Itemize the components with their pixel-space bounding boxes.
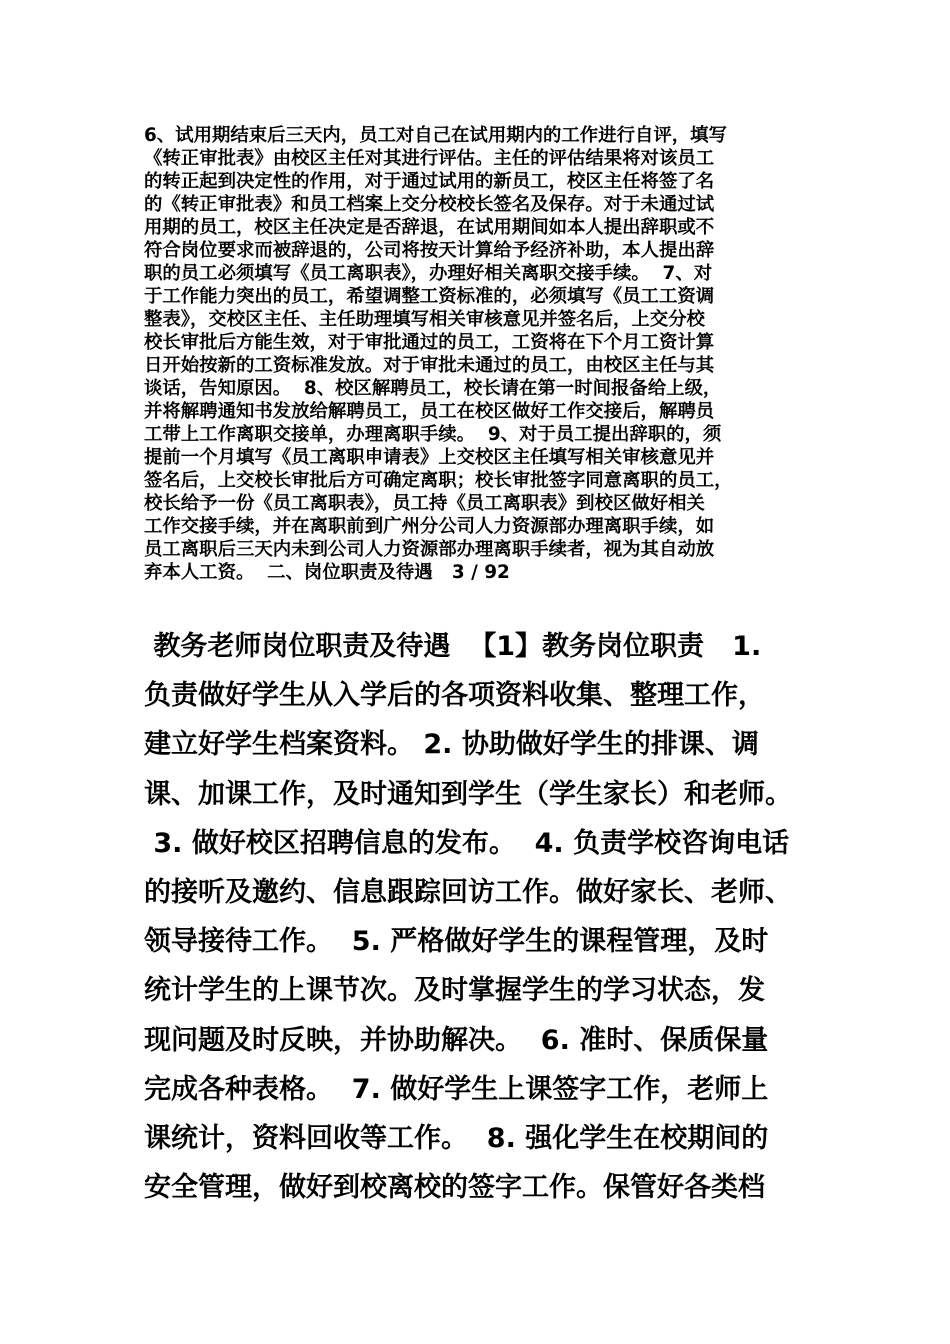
text-line: 教务老师岗位职责及待遇 【1】教务岗位职责 1. <box>144 631 762 662</box>
text-line: 现问题及时反映，并协助解决。 6. 准时、保质保量 <box>144 1024 769 1056</box>
text-line: 日开始按新的工资标准发放。对于审批未通过的员工，由校区主任与其 <box>144 355 715 376</box>
text-line: 整表》，交校区主任、主任助理填写相关审核意见并签名后，上交分校 <box>144 309 705 330</box>
text-line: 于工作能力突出的员工，希望调整工资标准的，必须填写《员工工资调 <box>144 286 715 307</box>
text-line: 安全管理，做好到校离校的签字工作。保管好各类档 <box>144 1172 765 1204</box>
text-line: 校长审批后方能生效，对于审批通过的员工，工资将在下个月工资计算 <box>144 332 715 353</box>
text-line: 《转正审批表》由校区主任对其进行评估。主任的评估结果将对该员工 <box>144 148 715 169</box>
text-line: 完成各种表格。 7. 做好学生上课签字工作，老师上 <box>144 1073 769 1105</box>
text-line: 课、加课工作，及时通知到学生（学生家长）和老师。 <box>144 778 792 810</box>
text-line: 工带上工作离职交接单，办理离职手续。 9、对于员工提出辞职的，须 <box>144 424 722 445</box>
text-line: 校长给予一份《员工离职表》，员工持《员工离职表》到校区做好相关 <box>144 493 705 514</box>
text-line: 并将解聘通知书发放给解聘员工，员工在校区做好工作交接后，解聘员 <box>144 401 715 422</box>
duties-paragraph <box>144 622 834 1212</box>
text-line: 员工离职后三天内未到公司人力资源部办理离职手续者，视为其自动放 <box>144 539 715 560</box>
text-line: 用期的员工，校区主任决定是否辞退，在试用期间如本人提出辞职或不 <box>144 217 715 238</box>
text-line: 的《转正审批表》和员工档案上交分校校长签名及保存。对于未通过试 <box>144 194 715 215</box>
text-line-with-page-number: 弃本人工资。 二、岗位职责及待遇 3 / 92 <box>144 562 510 583</box>
text-line: 负责做好学生从入学后的各项资料收集、整理工作， <box>144 680 765 712</box>
policy-paragraph <box>144 124 814 584</box>
text-line: 统计学生的上课节次。及时掌握学生的学习状态，发 <box>144 975 765 1007</box>
text-line: 提前一个月填写《员工离职申请表》上交校区主任填写相关审核意见并 <box>144 447 715 468</box>
text-line: 6、试用期结束后三天内，员工对自己在试用期内的工作进行自评，填写 <box>144 125 727 146</box>
text-line: 符合岗位要求而被辞退的，公司将按天计算给予经济补助，本人提出辞 <box>144 240 715 261</box>
text-line: 建立好学生档案资料。 2. 协助做好学生的排课、调 <box>144 729 759 761</box>
text-line: 课统计，资料回收等工作。 8. 强化学生在校期间的 <box>144 1122 769 1154</box>
text-line: 领导接待工作。 5. 严格做好学生的课程管理，及时 <box>144 926 769 958</box>
text-line: 签名后，上交校长审批后方可确定离职；校长审批签字同意离职的员工， <box>144 470 733 491</box>
text-line: 的接听及邀约、信息跟踪回访工作。做好家长、老师、 <box>144 876 792 908</box>
text-line: 工作交接手续，并在离职前到广州分公司人力资源部办理离职手续，如 <box>144 516 715 537</box>
text-line: 3. 做好校区招聘信息的发布。 4. 负责学校咨询电话 <box>144 827 790 859</box>
text-line: 谈话，告知原因。 8、校区解聘员工，校长请在第一时间报备给上级， <box>144 378 722 399</box>
text-line: 职的员工必须填写《员工离职表》，办理好相关离职交接手续。 7、对 <box>144 263 713 284</box>
text-line: 的转正起到决定性的作用，对于通过试用的新员工，校区主任将签了名 <box>144 171 715 192</box>
